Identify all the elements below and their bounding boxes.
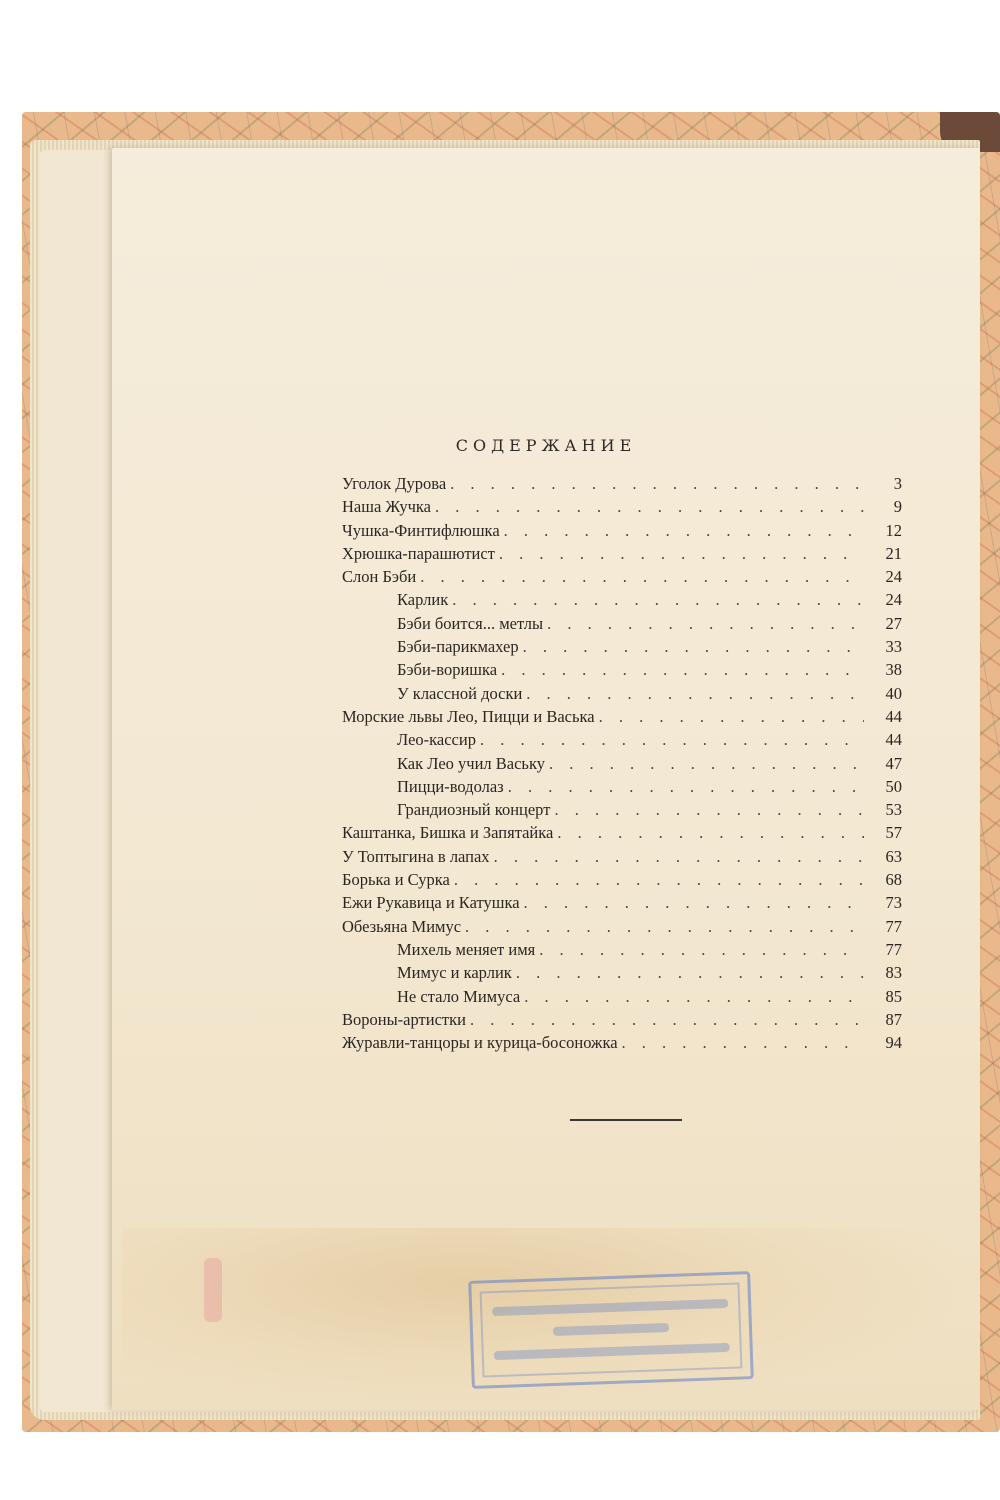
dot-leader: [622, 1031, 864, 1054]
toc-entry-page: 94: [885, 1033, 902, 1053]
toc-entry: [342, 1031, 902, 1054]
toc-entry: [342, 1008, 902, 1031]
toc-entry-title: Как Лео учил Ваську: [397, 753, 545, 773]
dot-leader: [557, 821, 864, 844]
toc-entry: [342, 938, 902, 961]
toc-entry-title: Мимус и карлик: [397, 963, 512, 983]
dot-leader: [452, 588, 864, 611]
toc-entry-title: Наша Жучка: [342, 497, 432, 517]
dot-leader: [599, 705, 864, 728]
pink-mark: [204, 1258, 222, 1322]
toc-entry: [342, 565, 902, 588]
toc-entry-title: У классной доски: [397, 683, 523, 703]
toc-entry: [342, 985, 902, 1008]
toc-entry: [342, 868, 902, 891]
toc-entry-title: Ежи Рукавица и Катушка: [342, 893, 520, 913]
toc-entry-page: 73: [885, 893, 902, 913]
toc-entry-title: Грандиозный концерт: [397, 800, 551, 820]
page-title: СОДЕРЖАНИЕ: [455, 436, 637, 455]
dot-leader: [499, 542, 864, 565]
dot-leader: [470, 1008, 864, 1031]
closing-rule: [570, 1119, 682, 1121]
toc-entry-title: Пицци-водолаз: [397, 776, 504, 796]
toc-entry: [342, 891, 902, 914]
toc-entry-page: 68: [885, 870, 902, 890]
toc-entry: [342, 845, 902, 868]
toc-entry-title: Лео-кассир: [397, 730, 476, 750]
toc-entry-page: 63: [885, 846, 902, 866]
dot-leader: [549, 752, 864, 775]
dot-leader: [450, 472, 864, 495]
dot-leader: [524, 985, 864, 1008]
toc-entry: [342, 519, 902, 542]
toc-entry: [342, 658, 902, 681]
toc-entry-title: Вороны-артистки: [342, 1009, 466, 1029]
dot-leader: [420, 565, 864, 588]
toc-entry-title: Слон Бэби: [342, 567, 417, 587]
contents-page: [112, 148, 980, 1410]
dot-leader: [524, 891, 864, 914]
toc-entry-page: 83: [885, 963, 902, 983]
toc-entry: [342, 612, 902, 635]
toc-entry-title: Борька и Сурка: [342, 870, 450, 890]
toc-entry: [342, 961, 902, 984]
toc-entry-title: Хрюшка-парашютист: [342, 543, 495, 563]
toc-entry-title: Бэби боится... метлы: [397, 613, 544, 633]
toc-entry-page: 40: [885, 683, 902, 703]
dot-leader: [454, 868, 864, 891]
toc-entry: [342, 682, 902, 705]
toc-entry-page: 53: [885, 800, 902, 820]
toc-entry-title: Каштанка, Бишка и Запятайка: [342, 823, 554, 843]
toc-entry-title: Не стало Мимуса: [397, 986, 521, 1006]
dot-leader: [480, 728, 864, 751]
dot-leader: [494, 845, 864, 868]
dot-leader: [504, 519, 864, 542]
toc-entry-page: 3: [893, 474, 902, 493]
toc-entry: [342, 752, 902, 775]
dot-leader: [547, 612, 864, 635]
toc-entry-page: 12: [885, 520, 902, 540]
dot-leader: [465, 915, 864, 938]
toc-entry: [342, 821, 902, 844]
toc-entry-title: У Топтыгина в лапах: [342, 846, 490, 866]
toc-entry: [342, 915, 902, 938]
dot-leader: [539, 938, 864, 961]
toc-entry-title: Михель меняет имя: [397, 939, 536, 959]
table-of-contents: [342, 472, 902, 1054]
toc-entry: [342, 542, 902, 565]
toc-entry-title: Морские львы Лео, Пицци и Васька: [342, 706, 595, 726]
toc-entry-page: 27: [885, 613, 902, 633]
toc-entry: [342, 472, 902, 495]
toc-entry: [342, 588, 902, 611]
toc-entry-page: 24: [885, 567, 902, 587]
toc-entry: [342, 705, 902, 728]
toc-entry-page: 47: [885, 753, 902, 773]
toc-entry-page: 50: [885, 776, 902, 796]
dot-leader: [508, 775, 864, 798]
toc-entry-page: 21: [885, 543, 902, 563]
toc-entry-page: 24: [885, 590, 902, 610]
toc-entry-page: 77: [885, 939, 902, 959]
toc-entry-page: 44: [885, 730, 902, 750]
toc-entry-page: 33: [885, 637, 902, 657]
dot-leader: [526, 682, 864, 705]
toc-entry-title: Уголок Дурова: [342, 474, 447, 493]
toc-entry-page: 77: [885, 916, 902, 936]
toc-entry: [342, 775, 902, 798]
toc-entry: [342, 798, 902, 821]
dot-leader: [435, 495, 864, 518]
toc-entry-title: Карлик: [397, 590, 449, 610]
toc-entry-page: 9: [893, 497, 902, 517]
dot-leader: [554, 798, 864, 821]
toc-entry-title: Журавли-танцоры и курица-босоножка: [342, 1033, 618, 1053]
toc-entry-title: Чушка-Финтифлюшка: [342, 520, 500, 540]
dot-leader: [523, 635, 864, 658]
toc-entry-page: 44: [885, 706, 902, 726]
toc-entry: [342, 635, 902, 658]
dot-leader: [516, 961, 864, 984]
library-stamp: [468, 1271, 754, 1389]
toc-entry-title: Бэби-воришка: [397, 660, 498, 680]
toc-entry-title: Бэби-парикмахер: [397, 637, 519, 657]
toc-entry-page: 57: [885, 823, 902, 843]
dot-leader: [501, 658, 864, 681]
toc-entry-page: 87: [885, 1009, 902, 1029]
toc-entry-page: 85: [885, 986, 902, 1006]
toc-entry-title: Обезьяна Мимус: [342, 916, 462, 936]
toc-entry: [342, 728, 902, 751]
toc-entry-page: 38: [885, 660, 902, 680]
toc-entry: [342, 495, 902, 518]
